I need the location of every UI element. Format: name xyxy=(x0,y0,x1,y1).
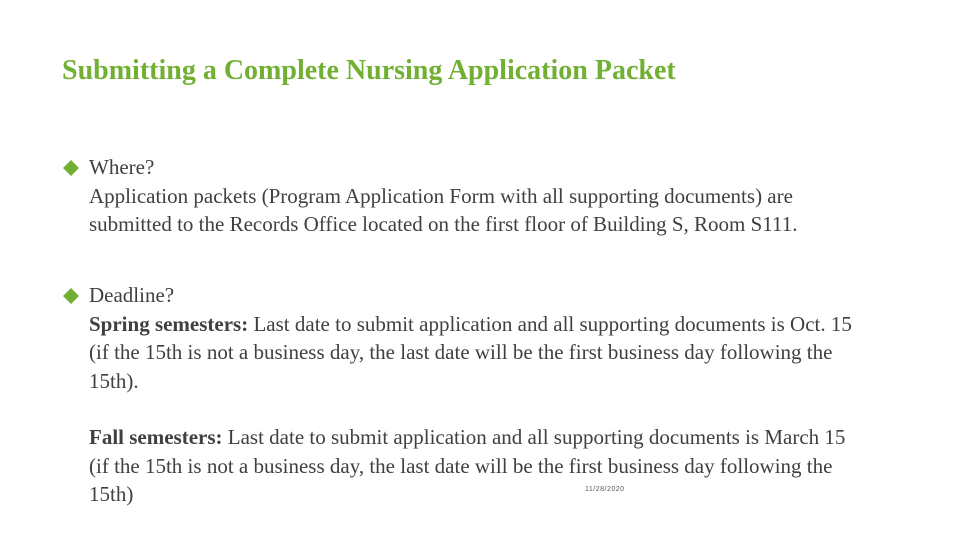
bullet-where-text xyxy=(89,153,859,239)
diamond-bullet-icon xyxy=(62,287,80,305)
bullet-deadline-text xyxy=(89,281,859,395)
bullet-where-body: Application packets (Program Application Form with all supporting documents) are submitted to the Records Office located on the first floor of Building S, Room S111. xyxy=(89,183,798,236)
spring-paragraph xyxy=(89,310,859,396)
slide-title: Submitting a Complete Nursing Application Packet xyxy=(62,55,676,86)
bullet-deadline-heading: Deadline? xyxy=(89,283,175,307)
fall-body: Last date to submit application and all supporting documents is March 15 (if the 15th is not a business day, the last date will be the first business day following the 15th) xyxy=(89,425,846,506)
fall-label: Fall semesters: xyxy=(89,425,223,449)
footer-date: 11/28/2020 xyxy=(585,486,625,493)
diamond-bullet-icon xyxy=(62,159,80,177)
spring-body: Last date to submit application and all supporting documents is Oct. 15 (if the 15th is not a business day, the last date will be the first business day following the 15th). xyxy=(89,311,852,393)
spring-label: Spring semesters: xyxy=(89,311,249,336)
bullet-where-heading: Where? xyxy=(89,155,155,179)
fall-paragraph xyxy=(89,423,859,509)
